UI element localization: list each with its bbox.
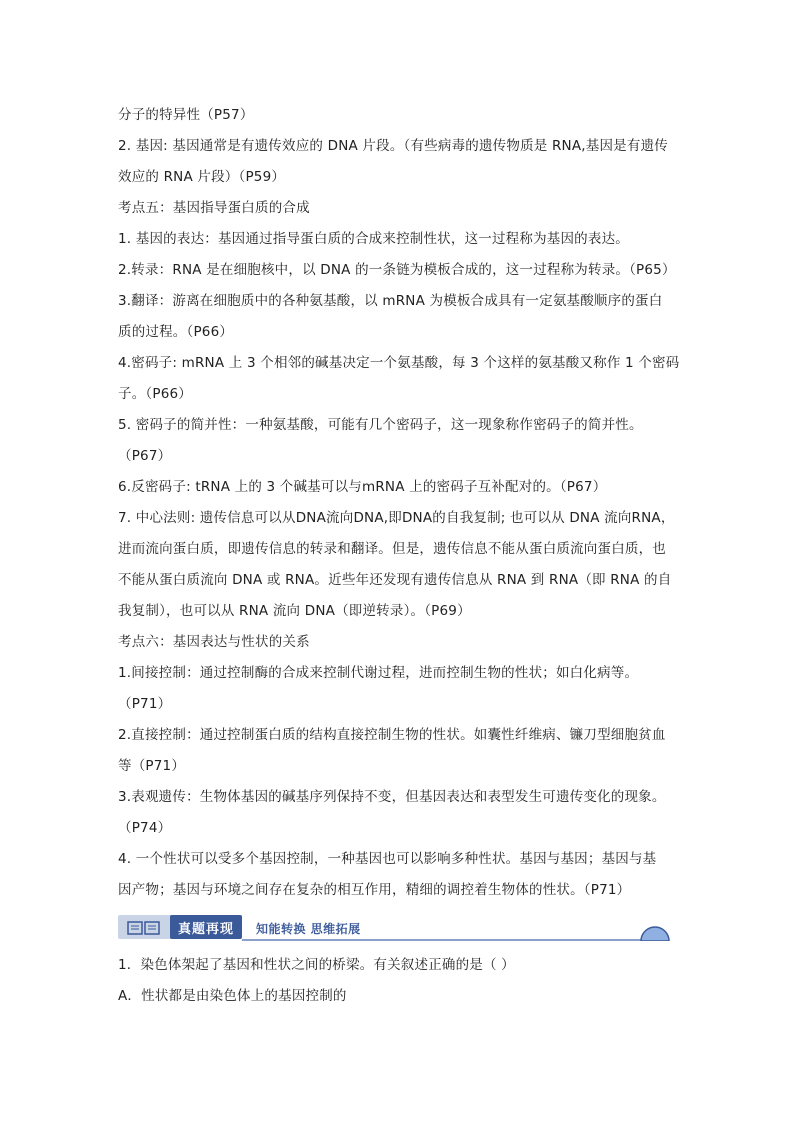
text-line: 3.表观遗传：生物体基因的碱基序列保持不变，但基因表达和表型发生可遗传变化的现象。: [118, 789, 666, 805]
text-line: （P67）: [118, 448, 172, 464]
question-block: [118, 950, 678, 1012]
text-line: 分子的特异性（P57）: [118, 107, 254, 123]
question-stem: 1．染色体架起了基因和性状之间的桥梁。有关叙述正确的是（ ）: [118, 957, 515, 973]
text-line: 4.密码子: mRNA 上 3 个相邻的碱基决定一个氨基酸，每 3 个这样的氨基酸又称作 1 个密码: [118, 355, 680, 371]
text-line: 因产物；基因与环境之间存在复杂的相互作用，精细的调控着生物体的性状。（P71）: [118, 882, 631, 898]
text-line: 5. 密码子的简并性：一种氨基酸，可能有几个密码子，这一现象称作密码子的简并性。: [118, 417, 643, 433]
book-icon: [126, 920, 162, 936]
text-line: 效应的 RNA 片段）（P59）: [118, 169, 286, 185]
text-line: 6.反密码子: tRNA 上的 3 个碱基可以与mRNA 上的密码子互补配对的。（P67）: [118, 479, 607, 495]
text-line: 2. 基因: 基因通常是有遗传效应的 DNA 片段。（有些病毒的遗传物质是 RNA,基因是有遗传: [118, 138, 668, 154]
text-line: 2.转录：RNA 是在细胞核中，以 DNA 的一条链为模板合成的，这一过程称为转录。（P65）: [118, 262, 676, 278]
section-heading: 考点五：基因指导蛋白质的合成: [118, 200, 310, 216]
section-banner: [118, 911, 670, 945]
text-line: 7. 中心法则: 遗传信息可以从DNA流向DNA,即DNA的自我复制; 也可以从 DNA 流向RNA，: [118, 510, 675, 526]
banner-subtitle: 知能转换 思维拓展: [256, 922, 361, 936]
notes-body: [118, 100, 678, 906]
banner-title: 真题再现: [178, 922, 235, 937]
text-line: 质的过程。（P66）: [118, 324, 234, 340]
text-line: 我复制），也可以从 RNA 流向 DNA（即逆转录）。（P69）: [118, 603, 471, 619]
text-line: 3.翻译：游离在细胞质中的各种氨基酸，以 mRNA 为模板合成具有一定氨基酸顺序的蛋白: [118, 293, 663, 309]
question-option: A．性状都是由染色体上的基因控制的: [118, 988, 347, 1004]
semicircle-decoration-icon: [640, 921, 670, 941]
text-line: （P74）: [118, 820, 172, 836]
text-line: 等（P71）: [118, 758, 186, 774]
text-line: 1. 基因的表达：基因通过指导蛋白质的合成来控制性状，这一过程称为基因的表达。: [118, 231, 629, 247]
text-line: （P71）: [118, 696, 172, 712]
text-line: 2.直接控制：通过控制蛋白质的结构直接控制生物的性状。如囊性纤维病、镰刀型细胞贫血: [118, 727, 666, 743]
text-line: 不能从蛋白质流向 DNA 或 RNA。近些年还发现有遗传信息从 RNA 到 RNA（即 RNA 的自: [118, 572, 672, 588]
banner-rule: [242, 939, 652, 941]
text-line: 子。（P66）: [118, 386, 192, 402]
text-line: 进而流向蛋白质，即遗传信息的转录和翻译。但是，遗传信息不能从蛋白质流向蛋白质，也: [118, 541, 666, 557]
text-line: 1.间接控制：通过控制酶的合成来控制代谢过程，进而控制生物的性状；如白化病等。: [118, 665, 639, 681]
section-heading: 考点六：基因表达与性状的关系: [118, 634, 310, 650]
text-line: 4. 一个性状可以受多个基因控制，一种基因也可以影响多种性状。基因与基因；基因与基: [118, 851, 657, 867]
